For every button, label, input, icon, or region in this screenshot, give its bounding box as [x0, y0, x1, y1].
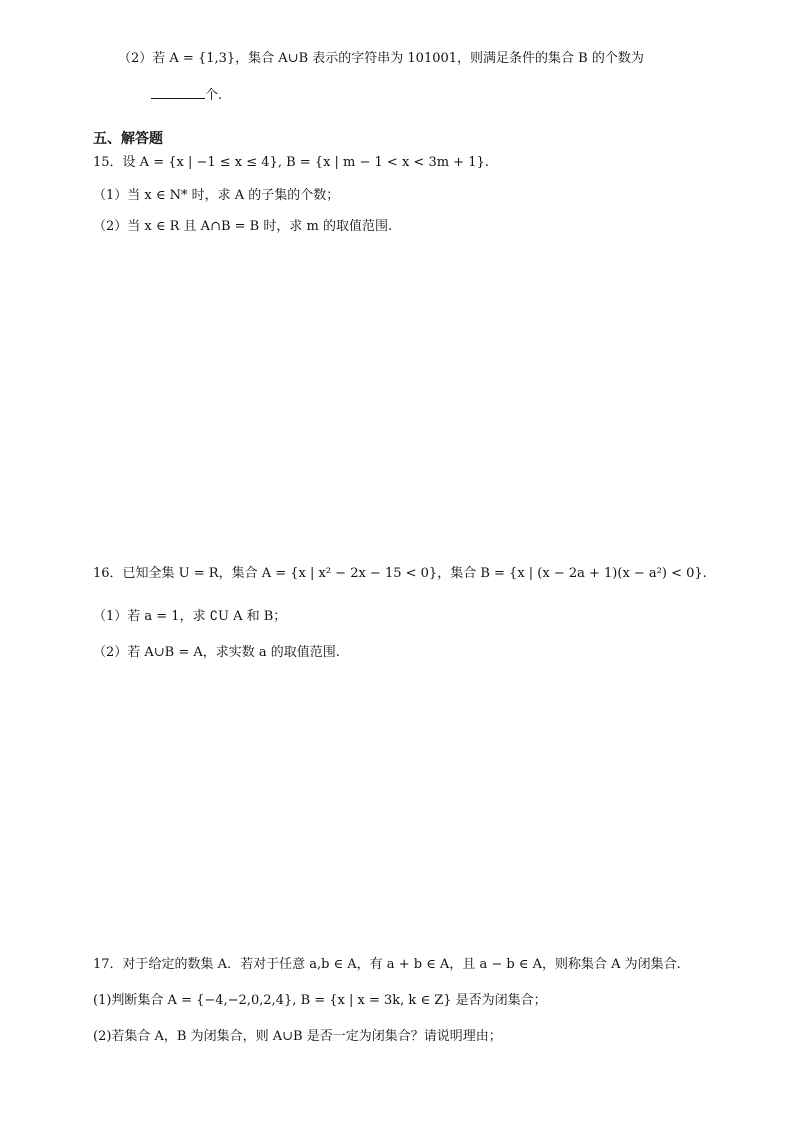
q16-stem-text: 16．已知全集 U = R，集合 A = {x | x² − 2x − 15 < 0}，集合 B = {x | (x − 2a + 1)(x − a²) < 0}.	[93, 566, 707, 581]
q17-part1-text: (1)判断集合 A = {−4,−2,0,2,4}, B = {x | x = 3k, k ∈ Z} 是否为闭集合；	[93, 993, 547, 1008]
q15-part2	[93, 218, 392, 236]
q17-stem-text: 17．对于给定的数集 A．若对于任意 a,b ∈ A，有 a + b ∈ A，且 a − b ∈ A，则称集合 A 为闭集合.	[93, 957, 681, 972]
q16-part2	[93, 644, 340, 662]
q15-part2-text: （2）当 x ∈ R 且 A∩B = B 时，求 m 的取值范围.	[93, 219, 393, 234]
q17-stem	[93, 956, 681, 974]
q16-stem	[93, 565, 707, 583]
q15-part1	[93, 187, 339, 205]
q16-part1-text: （1）若 a = 1，求 ∁U A 和 B；	[93, 609, 287, 624]
section-heading	[93, 130, 163, 148]
q14-part2	[118, 50, 644, 68]
q17-part2-text: (2)若集合 A，B 为闭集合，则 A∪B 是否一定为闭集合？请说明理由；	[93, 1029, 502, 1044]
q16-part1	[93, 608, 286, 626]
section-title: 五、解答题	[93, 131, 163, 147]
answer-blank	[151, 84, 205, 99]
q17-part2	[93, 1028, 502, 1046]
q14-answer-line	[151, 84, 222, 105]
q14-part2-tail: 个.	[205, 88, 223, 103]
q17-part1	[93, 992, 547, 1010]
q14-part2-text: （2）若 A = {1,3}，集合 A∪B 表示的字符串为 101001，则满足条件的集合 B 的个数为	[118, 51, 644, 66]
q15-part1-text: （1）当 x ∈ N* 时，求 A 的子集的个数；	[93, 188, 340, 203]
q15-stem-text: 15．设 A = {x | −1 ≤ x ≤ 4}, B = {x | m − 1 < x < 3m + 1}.	[93, 155, 489, 170]
q16-part2-text: （2）若 A∪B = A，求实数 a 的取值范围.	[93, 645, 340, 660]
q15-stem	[93, 154, 489, 172]
